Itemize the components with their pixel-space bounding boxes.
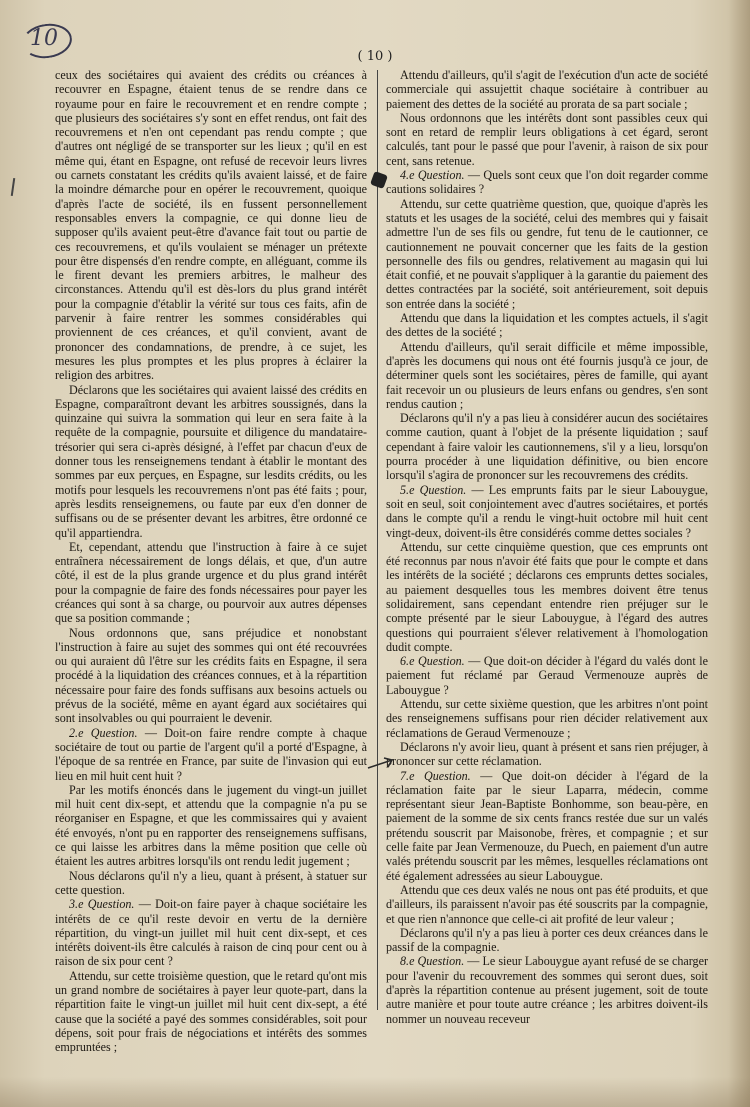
right-text-column <box>386 68 708 1026</box>
paragraph-text: Attendu d'ailleurs, qu'il serait difficile et même impossible, d'après les documens qui nous ont été fournis jusqu'à ce jour, de déterminer quels sont les sociétaires, pères de famille, qui ayant fait recevoir un ou plusieurs de leurs enfans ou gendres, s'en sont rendus caution ; <box>386 339 708 411</box>
paragraph-text: Attendu, sur cette troisième question, que le retard qu'ont mis un grand nombre de sociétaires à payer leur quote-part, dans la répartition faite le vingt-un juillet mil huit cent dix-sept, a été cause que la société a payé des sommes considérables, soit pour dépens, soit pour frais de négociations et intérêts des sommes empruntées ; <box>55 968 367 1055</box>
paragraph-text: Par les motifs énoncés dans le jugement du vingt-un juillet mil huit cent dix-sept, et attendu que la compagnie n'a pu se réorganiser en Espagne, et que les commissaires qui y avaient été envoyés, n'ont pu en rapporter des renseignemens suffisans, ce qui laisse les arbitres dans la même position que celle où étaient les autres arbitres lorsqu'ils ont rendu ledit jugement ; <box>55 782 367 869</box>
paragraph-text: Nous ordonnons que, sans préjudice et nonobstant l'instruction à faire au sujet des sommes qui ont été recouvrées ou qui auraient dû l'être sur les crédits faits en Espagne, il sera procédé à la liquidation des créances connues, et à la répartition nécessaire pour faire des fonds suffisans aux besoins actuels ou prévus de la société, même en ayant égard aux sociétaires qui sont insolvables ou qui pourraient le devenir. <box>55 625 367 726</box>
paragraph-text: Attendu, sur cette quatrième question, que, quoique d'après les statuts et les usages de la société, celui des membres qui y faisait admettre l'un de ses fils ou gendre, fut tenu de le cautionner, ce cautionnement ne pouvait concerner que les faits de la gestion personnelle des fils ou gendres, relativement au magasin qui lui était confié, et ne pouvait s'appliquer à la garantie du paiement des dettes contractées par la société, soit antérieurement, soit depuis son entrée dans la société ; <box>386 196 708 311</box>
question-label: 5.e Question. <box>400 482 467 497</box>
paragraph-text: ceux des sociétaires qui avaient des crédits ou créances à recouvrer en Espagne, étaient tenus de se rendre dans ce royaume pour en faire le recouvrement et en rendre compte ; que plusieurs des sociétaires s'y sont en effet rendus, ont fait des recouvremens et n'en ont cependant pas rendu compte ; que d'autres ont négligé de se transporter sur les lieux ; qu'il en est même qui, étant en Espagne, ont refusé de recevoir leurs livres ou carnets constatant les crédits qu'ils avaient laissé, et de faire la moindre démarche pour en opérer le recouvrement, quoique d'après l'acte de société, ils en fussent personnellement responsables envers la compagnie, ce qui donne lieu de supposer qu'ils avaient peut-être d'avance fait tout ou partie de ces recouvremens, et qu'ils voulaient se ménager un prétexte pour être dispensés d'en rendre compte, en alléguant, comme ils le firent devant les premiers arbitres, le malheur des circonstances. Attendu qu'il est dès-lors du plus grand intérêt pour la compagnie d'établir la vérité sur tous ces faits, afin de parvenir à faire rentrer les sommes considérables qui proviennent de ces créances, et qu'il convient, avant de prononcer des condamnations, de prendre, à ce sujet, les mesures les plus promptes et les plus propres à éclairer la religion des arbitres. <box>55 68 367 383</box>
paragraph-text: Déclarons que les sociétaires qui avaient laissé des crédits en Espagne, comparaîtront devant les arbitres soussignés, dans la quinzaine qui suivra la sommation qui leur en sera faite à la requête de la compagnie, poursuite et diligence du mandataire-trésorier qui sera ci-après désigné, à l'effet par chacun d'eux de donner tous les renseignemens tendant à établir le montant des sommes par eux perçues, en Espagne, sur lesdits crédits, ou les motifs pour lesquels les recouvremens n'ont pas été faits ; pour, après lesdits renseignemens, ou faute par eux d'en donner de suffisans ou de se présenter devant les arbitres, être ordonné ce qu'il appartiendra. <box>55 382 367 540</box>
paragraph-text: Attendu d'ailleurs, qu'il s'agit de l'exécution d'un acte de société commerciale qui assujettit chaque sociétaire à contribuer au paiement des dettes de la société au prorata de sa part sociale ; <box>386 68 708 111</box>
question-paragraph <box>386 168 708 197</box>
question-paragraph <box>386 769 708 883</box>
paragraph-text: Attendu, sur cette sixième question, que les arbitres n'ont point des renseignemens suffisans pour rien décider relativement aux réclamations de Geraud Vermenouze ; <box>386 697 708 740</box>
paragraph-text: — Doit-on faire payer à chaque sociétaire les intérêts de ce qu'il reste devoir en vertu de la dernière répartition, du vingt-un juillet mil huit cent dix-sept, et ces intérêts doivent-ils être calculés à raison de cinq pour cent ou à raison de six pour cent ? <box>55 897 367 969</box>
paragraph-text: Attendu que dans la liquidation et les comptes actuels, il s'agit des dettes de la société ; <box>386 311 708 340</box>
body-paragraph <box>386 340 708 411</box>
paragraph-text: Déclarons qu'il n'y a pas lieu à considérer aucun des sociétaires comme caution, quant à l'objet de la présente liquidation ; sauf cependant à faire valoir les cautionnemens, s'il y a lieu, lorsqu'on pourra procéder à une liquidation définitive, ou bien encore lorsqu'il s'agira de prononcer sur les recouvremens des crédits. <box>386 411 708 483</box>
margin-pencil-mark <box>11 178 15 196</box>
body-paragraph <box>386 740 708 769</box>
body-paragraph <box>386 411 708 482</box>
question-label: 8.e Question. <box>400 954 465 969</box>
paragraph-text: — Le sieur Labouygue ayant refusé de se charger pour l'avenir du recouvrement des sommes qui seront dues, soit d'après la répartition contenue au présent jugement, soit de toute autre manière et pour toute autre créance ; les arbitres doivent-ils nommer un nouveau receveur <box>386 954 708 1026</box>
paragraph-text: — Quels sont ceux que l'on doit regarder comme cautions solidaires ? <box>386 168 709 197</box>
body-paragraph <box>386 540 708 654</box>
body-paragraph <box>55 540 367 626</box>
question-label: 4.e Question. <box>400 168 465 183</box>
handwritten-page-number: 10 <box>30 26 58 51</box>
body-paragraph <box>55 626 367 726</box>
question-paragraph <box>386 954 708 1025</box>
handwritten-arrow-icon <box>366 756 396 774</box>
question-paragraph <box>386 654 708 697</box>
body-paragraph <box>55 869 367 898</box>
body-paragraph <box>55 783 367 869</box>
page-edge-shadow <box>728 0 750 1107</box>
body-paragraph <box>386 111 708 168</box>
question-label: 3.e Question. <box>69 897 135 912</box>
paragraph-text: — Doit-on faire rendre compte à chaque sociétaire de tout ou partie de l'argent qu'il a porté d'Espagne, à l'époque de sa rentrée en France, par suite de l'invasion qui eut lieu en mil huit cent huit ? <box>55 725 368 783</box>
body-paragraph <box>386 697 708 740</box>
paragraph-text: Nous déclarons qu'il n'y a lieu, quant à présent, à statuer sur cette question. <box>55 868 367 897</box>
column-divider <box>377 70 378 1010</box>
paragraph-text: Déclarons qu'il n'y a pas lieu à porter ces deux créances dans le passif de la compagnie. <box>386 925 708 955</box>
paragraph-text: Nous ordonnons que les intérêts dont sont passibles ceux qui sont en retard de remplir leurs obligations à cet égard, seront calculés, tant pour le passé que pour l'avenir, à raison de six pour cent, sans retenue. <box>386 110 708 168</box>
body-paragraph <box>386 883 708 926</box>
paragraph-text: — Que doit-on décider à l'égard du valés dont le paiement fut réclamé par Geraud Vermenouze auprès de Labouygue ? <box>386 654 709 697</box>
body-paragraph <box>55 68 367 383</box>
question-label: 6.e Question. <box>400 654 465 669</box>
paragraph-text: Déclarons n'y avoir lieu, quant à présent et sans rien préjuger, à prononcer sur cette réclamation. <box>386 739 708 769</box>
page-bottom-shadow <box>0 1077 750 1107</box>
question-paragraph <box>55 726 367 783</box>
paragraph-text: Attendu que ces deux valés ne nous ont pas été produits, et que d'ailleurs, ils paraissent n'avoir pas été souscrits par la compagnie, et que rien n'annonce que celle-ci ait profité de leur valeur ; <box>386 882 708 926</box>
question-paragraph <box>55 897 367 968</box>
paragraph-text: — Que doit-on décider à l'égard de la réclamation faite par le sieur Laparra, médecin, comme représentant sieur Jean-Baptiste Bonhomme, son beau-père, en paiement de la somme de six cents francs restée due sur un valés prétendu souscrit par Maisonobe, frères, et compagnie ; et sur celle faite par Jean Vermenouze, du Puech, en paiement d'un autre valés prétendu souscrit par les mêmes, lesquelles réclamations ont été également adressées au sieur Labouygue. <box>386 768 709 883</box>
question-paragraph <box>386 483 708 540</box>
left-text-column <box>55 68 367 1054</box>
question-label: 7.e Question. <box>400 768 471 783</box>
paragraph-text: Attendu, sur cette cinquième question, que ces emprunts ont été reconnus par nous n'avoir été faits que pour le compte et dans les intérêts de la société ; déclarons ces emprunts dettes sociales, au paiement desquelles tous les membres doivent être tenus solidairement, sans cependant entendre rien préjuger sur le compte présenté par le sieur Labouygue, à l'égard des autres questions qui pourraient s'élever relativement à l'homologation dudit compte. <box>386 539 708 654</box>
body-paragraph <box>386 68 708 111</box>
body-paragraph <box>55 969 367 1055</box>
body-paragraph <box>55 383 367 540</box>
body-paragraph <box>386 197 708 311</box>
question-label: 2.e Question. <box>69 725 138 740</box>
paragraph-text: Et, cependant, attendu que l'instruction à faire à ce sujet entraînera nécessairement de longs délais, et que, d'un autre côté, il est de la plus grande urgence et du plus grand intérêt pour la compagnie de faire des fonds nécessaires pour payer les créances qui sont à sa charge, ou pourvoir aux autres dépenses que sa position commande ; <box>55 539 367 626</box>
paragraph-text: — Les emprunts faits par le sieur Labouygue, soit en seul, soit conjointement avec d'autres sociétaires, et portés dans le compte qu'il a rendu le vingt-huit octobre mil huit cent vingt-deux, doivent-ils être considérés comme dettes sociales ? <box>386 482 709 540</box>
body-paragraph <box>386 311 708 340</box>
printed-page-number: ( 10 ) <box>357 49 393 64</box>
body-paragraph <box>386 926 708 955</box>
